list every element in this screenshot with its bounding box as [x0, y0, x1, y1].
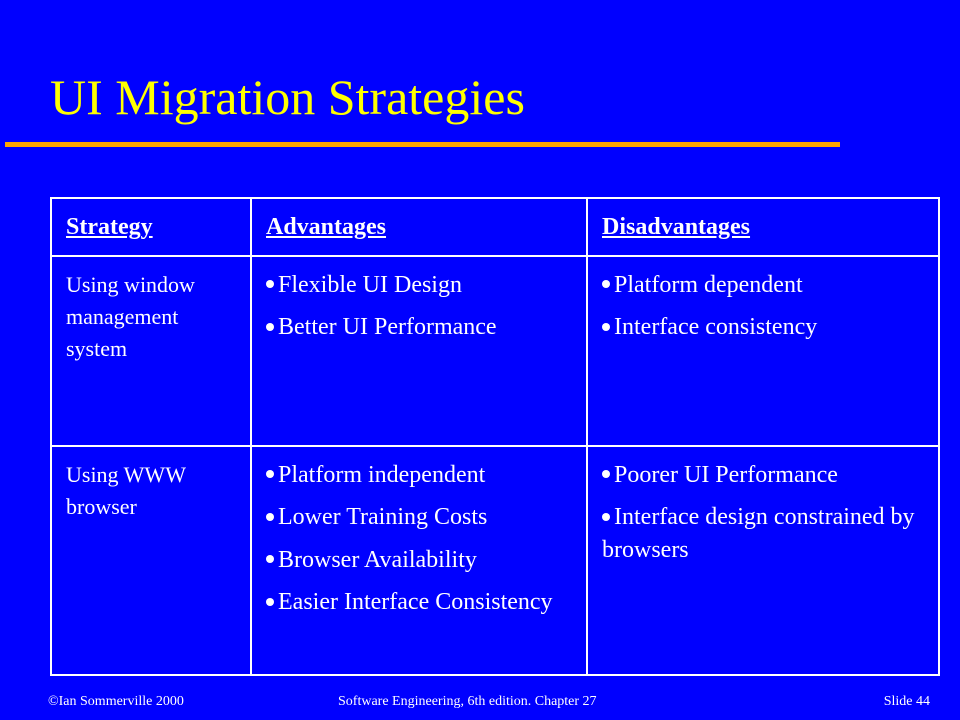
bullet-icon [602, 513, 610, 521]
bullet-text: Interface consistency [614, 314, 818, 341]
list-item [266, 311, 574, 343]
bullet-text: Easier Interface Consistency [278, 589, 553, 616]
list-item [602, 311, 926, 343]
list-item [602, 459, 926, 491]
bullet-text: Flexible UI Design [278, 272, 462, 298]
bullet-icon [266, 280, 274, 288]
footer-copyright: ©Ian Sommerville 2000 [48, 694, 184, 709]
disadvantages-list [602, 269, 926, 344]
bullet-text: Platform independent [278, 462, 486, 488]
table-row [51, 256, 939, 446]
advantages-list [266, 459, 574, 619]
bullet-icon [266, 598, 274, 606]
title-underline-rule [5, 142, 840, 147]
advantages-list [266, 269, 574, 344]
bullet-text: Better UI Performance [278, 314, 497, 341]
list-item [266, 544, 574, 576]
disadvantages-list [602, 459, 926, 566]
bullet-icon [602, 323, 610, 331]
bullet-text: Platform dependent [614, 272, 803, 298]
table-row [51, 446, 939, 675]
strategy-cell: Using window management system [51, 256, 251, 446]
table-header-row [51, 198, 939, 256]
slide-title: UI Migration Strategies [50, 69, 525, 125]
bullet-icon [266, 513, 274, 521]
footer-book-title: Software Engineering, 6th edition. Chapter 27 [338, 694, 597, 709]
strategies-table [50, 197, 940, 676]
bullet-icon [266, 323, 274, 331]
list-item [602, 269, 926, 301]
bullet-icon [602, 470, 610, 478]
header-disadvantages: Disadvantages [587, 198, 939, 256]
list-item [266, 501, 574, 533]
disadvantages-cell [587, 256, 939, 446]
bullet-text: Browser Availability [278, 546, 477, 573]
advantages-cell [251, 446, 587, 675]
bullet-text: Poorer UI Performance [614, 462, 838, 488]
header-advantages: Advantages [251, 198, 587, 256]
bullet-text: Lower Training Costs [278, 504, 488, 531]
bullet-text: Interface design constrained by browsers [602, 504, 915, 563]
list-item [266, 269, 574, 301]
list-item [266, 586, 574, 618]
bullet-icon [602, 280, 610, 288]
advantages-cell [251, 256, 587, 446]
bullet-icon [266, 470, 274, 478]
bullet-icon [266, 555, 274, 563]
strategy-cell: Using WWW browser [51, 446, 251, 675]
list-item [602, 501, 926, 566]
disadvantages-cell [587, 446, 939, 675]
list-item [266, 459, 574, 491]
header-strategy: Strategy [51, 198, 251, 256]
footer-slide-number: Slide 44 [883, 694, 930, 709]
